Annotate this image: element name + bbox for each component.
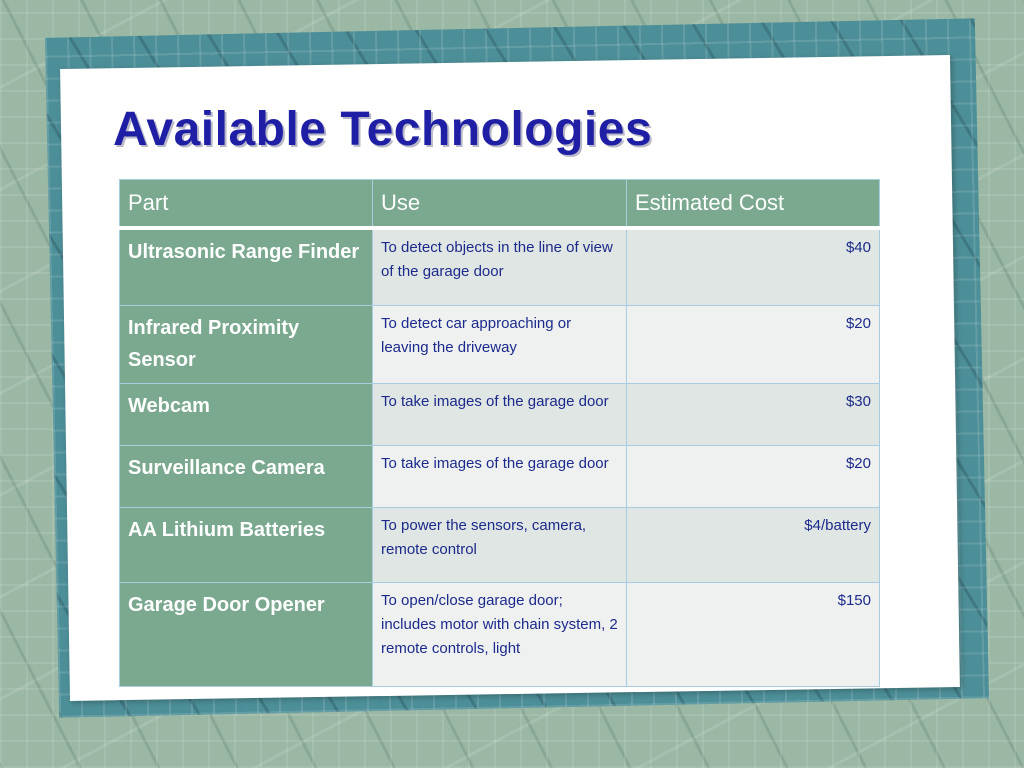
cell-cost: $30 <box>627 384 880 446</box>
cell-use: To open/close garage door; includes motor with chain system, 2 remote controls, light <box>373 583 627 687</box>
cell-use: To detect car approaching or leaving the driveway <box>373 306 627 384</box>
cell-part: AA Lithium Batteries <box>120 508 373 583</box>
cell-part: Surveillance Camera <box>120 446 373 508</box>
table-row <box>120 228 880 306</box>
header-estimated-cost: Estimated Cost <box>627 180 880 228</box>
cell-cost: $4/battery <box>627 508 880 583</box>
slide-title: Available Technologies <box>113 103 653 156</box>
cell-part: Webcam <box>120 384 373 446</box>
table-header-row <box>120 180 880 228</box>
table-row <box>120 384 880 446</box>
cell-use: To take images of the garage door <box>373 384 627 446</box>
cell-cost: $20 <box>627 446 880 508</box>
cell-use: To power the sensors, camera, remote control <box>373 508 627 583</box>
cell-cost: $20 <box>627 306 880 384</box>
table-row <box>120 446 880 508</box>
header-part: Part <box>120 180 373 228</box>
cell-part: Garage Door Opener <box>120 583 373 687</box>
cell-cost: $40 <box>627 228 880 306</box>
header-use: Use <box>373 180 627 228</box>
table-row <box>120 306 880 384</box>
technologies-table <box>119 179 880 687</box>
table-row <box>120 508 880 583</box>
cell-cost: $150 <box>627 583 880 687</box>
cell-use: To take images of the garage door <box>373 446 627 508</box>
cell-part: Ultrasonic Range Finder <box>120 228 373 306</box>
cell-use: To detect objects in the line of view of the garage door <box>373 228 627 306</box>
cell-part: Infrared Proximity Sensor <box>120 306 373 384</box>
table-row <box>120 583 880 687</box>
